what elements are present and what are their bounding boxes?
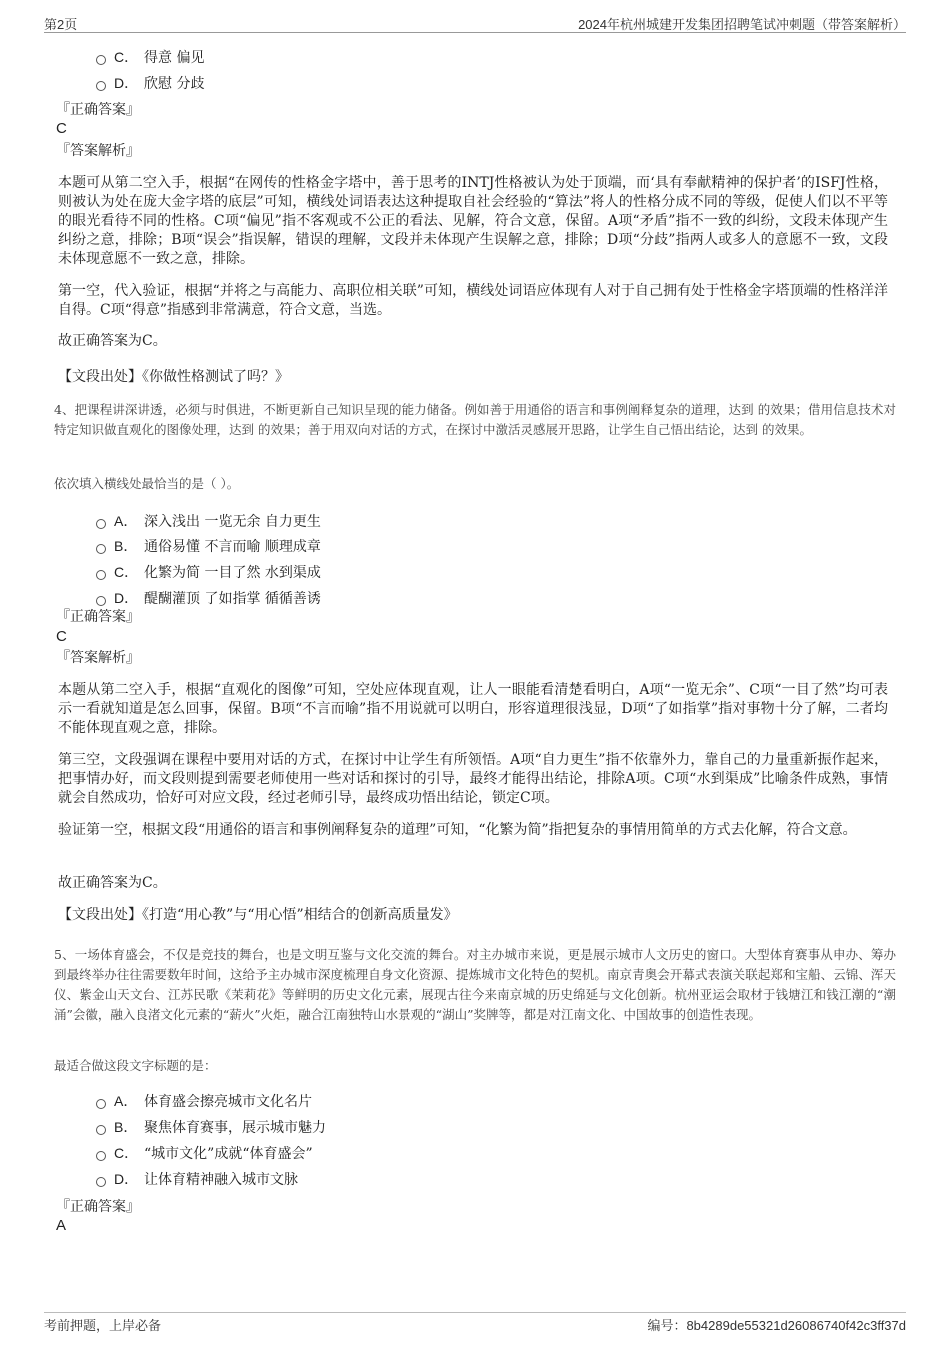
q5-option-d[interactable]: D． 让体育精神融入城市文脉 [96, 1168, 298, 1190]
q4-option-a[interactable]: A． 深入浅出 一览无余 自力更生 [96, 510, 321, 532]
q4-conclusion: 故正确答案为C。 [58, 875, 167, 891]
radio-icon[interactable] [96, 1099, 106, 1109]
q5-answer-label: 『正确答案』 [56, 1199, 140, 1215]
q5-answer: A [56, 1217, 67, 1234]
q4-answer: C [56, 628, 67, 645]
q4-question: 4、把课程讲深讲透，必须与时俱进，不断更新自己知识呈现的能力储备。例如善于用通俗的语言和事例阐释复杂的道理，达到 的效果；借用信息技术对特定知识做直观化的图像处理，达到 的效果；善于用双向对话的方式，在探讨中激活灵感展开思路，让学生自己悟出结论，达到 的效果。 [54, 402, 896, 437]
q3-answer-label: 『正确答案』 [56, 102, 140, 118]
radio-icon[interactable] [96, 519, 106, 529]
q5-option-b[interactable]: B． 聚焦体育赛事，展示城市魅力 [96, 1116, 326, 1138]
radio-icon[interactable] [96, 1125, 106, 1135]
q5-option-a[interactable]: A． 体育盛会擦亮城市文化名片 [96, 1090, 312, 1112]
radio-icon[interactable] [96, 1177, 106, 1187]
q5-prompt: 最适合做这段文字标题的是： [54, 1058, 217, 1073]
q4-option-b[interactable]: B． 通俗易懂 不言而喻 顺理成章 [96, 535, 321, 557]
radio-icon[interactable] [96, 596, 106, 606]
q3-option-c[interactable]: C． 得意 偏见 [96, 46, 204, 68]
q4-analysis-label: 『答案解析』 [56, 650, 140, 666]
q4-prompt: 依次填入横线处最恰当的是（ ）。 [54, 476, 240, 491]
q5-question: 5、一场体育盛会，不仅是竞技的舞台，也是文明互鉴与文化交流的舞台。对主办城市来说，更是展示城市人文历史的窗口。大型体育赛事从申办、筹办到最终举办往往需要数年时间，这给予主办城市深度梳理自身文化资源、提炼城市文化特色的契机。南京青奥会开幕式表演关联起郑和宝船、云锦、浑天仪、紫金山天文台、江苏民歌《茉莉花》等鲜明的历史文化元素，展现古往今来南京城的历史绵延与文化创新。杭州亚运会取材于钱塘江和钱江潮的“潮涌”会徽，融入良渚文化元素的“薪火”火炬，融合江南独特山水景观的“湖山”奖牌等，都是对江南文化、中国故事的创造性表现。 [54, 947, 896, 1022]
q3-conclusion: 故正确答案为C。 [58, 333, 167, 349]
radio-icon[interactable] [96, 570, 106, 580]
radio-icon[interactable] [96, 81, 106, 91]
page-header [44, 14, 906, 33]
q4-option-c[interactable]: C． 化繁为简 一目了然 水到渠成 [96, 561, 321, 583]
q3-analysis-paragraph: 本题可从第二空入手，根据“在网传的性格金字塔中，善于思考的INTJ性格被认为处于顶端，而‘具有奉献精神的保护者’的ISFJ性格，则被认为处在庞大金字塔的底层”可知，横线处词语表达这种提取自社会经验的“算法”将人的性格分成不同的等级，促使人们以不平等的眼光看待不同的性格。C项“偏见”指不客观或不公正的看法、见解，符合文意，保留。A项“矛盾”指不一致的纠纷，文段未体现产生纠纷之意，排除；B项“误会”指误解，错误的理解，文段并未体现产生误解之意，排除；D项“分歧”指两人或多人的意愿不一致，文段未体现意愿不一致之意，排除。 [58, 175, 888, 267]
page-number: 第2页 [44, 17, 78, 32]
radio-icon[interactable] [96, 544, 106, 554]
q3-analysis-label: 『答案解析』 [56, 143, 140, 159]
q4-analysis-paragraph: 验证第一空，根据文段“用通俗的语言和事例阐释复杂的道理”可知，“化繁为简”指把复杂的事情用简单的方式去化解，符合文意。 [58, 822, 857, 838]
radio-icon[interactable] [96, 55, 106, 65]
q3-option-d[interactable]: D． 欣慰 分歧 [96, 72, 204, 94]
q4-analysis-paragraph: 本题从第二空入手，根据“直观化的图像”可知，空处应体现直观，让人一眼能看清楚看明白，A项“一览无余”、C项“一目了然”均可表示一看就知道是怎么回事，保留。B项“不言而喻”指不用说就可以明白，形容道理很浅显，D项“了如指掌”指对事物十分了解，二者均不能体现直观之意，排除。 [58, 682, 888, 736]
page-footer [44, 1312, 906, 1333]
document-title: 2024年杭州城建开发集团招聘笔试冲刺题（带答案解析） [578, 17, 906, 32]
document-id: 编号：8b4289de55321d26086740f42c3ff37d [647, 1318, 906, 1333]
q4-analysis-paragraph: 第三空，文段强调在课程中要用对话的方式，在探讨中让学生有所领悟。A项“自力更生”指不依靠外力，靠自己的力量重新振作起来，把事情办好，而文段则提到需要老师使用一些对话和探讨的引导，最终才能得出结论，排除A项。C项“水到渠成”比喻条件成熟，事情就会自然成功，恰好可对应文段，经过老师引导，最终成功悟出结论，锁定C项。 [58, 752, 888, 806]
q4-source: 【文段出处】《打造“用心教”与“用心悟”相结合的创新高质量发》 [58, 907, 458, 923]
q3-answer: C [56, 120, 67, 137]
footer-slogan: 考前押题，上岸必备 [44, 1318, 162, 1333]
radio-icon[interactable] [96, 1151, 106, 1161]
q4-option-d[interactable]: D． 醍醐灌顶 了如指掌 循循善诱 [96, 587, 321, 609]
q3-source: 【文段出处】《你做性格测试了吗？》 [58, 369, 289, 385]
q5-option-c[interactable]: C． “城市文化”成就“体育盛会” [96, 1142, 313, 1164]
q4-answer-label: 『正确答案』 [56, 609, 140, 625]
q3-analysis-paragraph: 第一空，代入验证，根据“并将之与高能力、高职位相关联”可知，横线处词语应体现有人对于自己拥有处于性格金字塔顶端的性格洋洋自得。C项“得意”指感到非常满意，符合文意，当选。 [58, 283, 888, 318]
